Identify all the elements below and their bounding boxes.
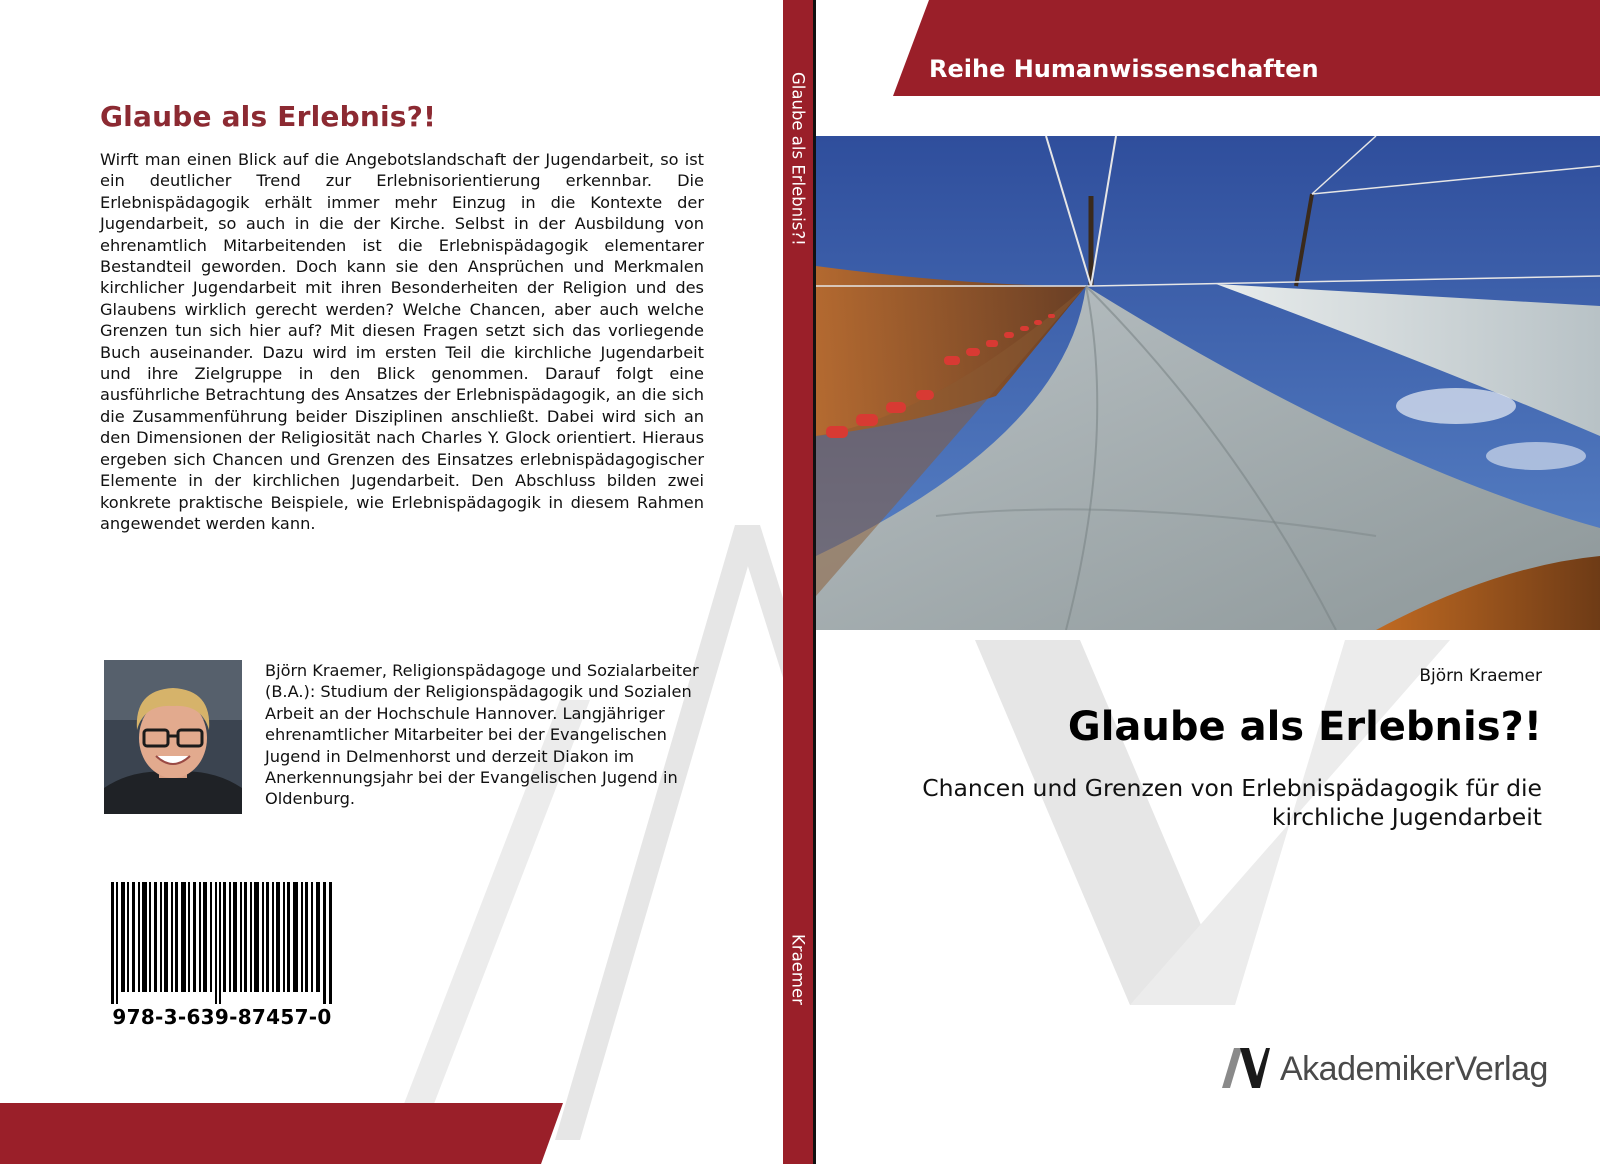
- back-cover-blurb: Wirft man einen Blick auf die Angebotslandschaft der Jugendarbeit, so ist ein deutlicher Trend zur Erlebnisorientierung erkennbar. Die Erlebnispädagogik erhält immer mehr Einzug in die Kontexte der Jugendarbeit, so auch in die der Kirche. Selbst in der Ausbildung von ehrenamtlich Mitarbeitenden ist die Erlebnispädagogik elementarer Bestandteil geworden. Doch kann sie den Ansprüchen und Merkmalen kirchlicher Jugendarbeit mit ihren Besonderheiten der Religion und des Glaubens wirklich gerecht werden? Welche Chancen, aber auch welche Grenzen tun sich hier auf? Mit diesen Fragen setzt sich das vorliegende Buch auseinander. Dazu wird im ersten Teil die kirchliche Jugendarbeit und ihre Zielgruppe in den Blick genommen. Darauf folgt eine ausführliche Betrachtung des Ansatzes der Erlebnispädagogik, an die sich die Zusammenführung beider Disziplinen anschließt. Dabei wird sich an den Dimensionen der Religiosität nach Charles Y. Glock orientiert. Hieraus ergeben sich Chancen und Grenzen des Einsatzes erlebnispädagogischer Elemente in der kirchlichen Jugendarbeit. Den Abschluss bilden zwei konkrete praktische Beispiele, wie Erlebnispädagogik in diesem Rahmen angewendet werden kann.: [100, 150, 704, 533]
- front-title: Glaube als Erlebnis?!: [1067, 704, 1542, 750]
- bottom-accent-band: [0, 1103, 563, 1164]
- barcode: [111, 882, 333, 1004]
- spine-title: Glaube als Erlebnis?!: [788, 72, 808, 246]
- author-bio: Björn Kraemer, Religionspädagoge und Sozialarbeiter (B.A.): Studium der Religionspädagogik und Sozialen Arbeit an der Hochschule Hannover. Langjähriger ehrenamtlicher Mitarbeiter bei der Evangelischen Jugend in Delmenhorst und derzeit Diakon im Anerkennungsjahr bei der Evangelischen Jugend in Oldenburg.: [265, 661, 699, 809]
- isbn-number: 978-3-639-87457-0: [112, 1005, 332, 1029]
- cover-photo-sails: [816, 136, 1600, 630]
- spine-author: Kraemer: [788, 934, 808, 1005]
- front-author: Björn Kraemer: [1419, 666, 1542, 686]
- series-label: Reihe Humanwissenschaften: [929, 55, 1319, 83]
- publisher-av-mark-icon: [1222, 1048, 1270, 1088]
- book-spine: [783, 0, 813, 1164]
- back-cover-title: Glaube als Erlebnis?!: [100, 100, 437, 133]
- publisher-name: AkademikerVerlag: [1280, 1050, 1548, 1088]
- publisher-logo: [1222, 1048, 1548, 1094]
- author-photo: [104, 660, 242, 814]
- front-subtitle: Chancen und Grenzen von Erlebnispädagogik für die kirchliche Jugendarbeit: [922, 774, 1542, 831]
